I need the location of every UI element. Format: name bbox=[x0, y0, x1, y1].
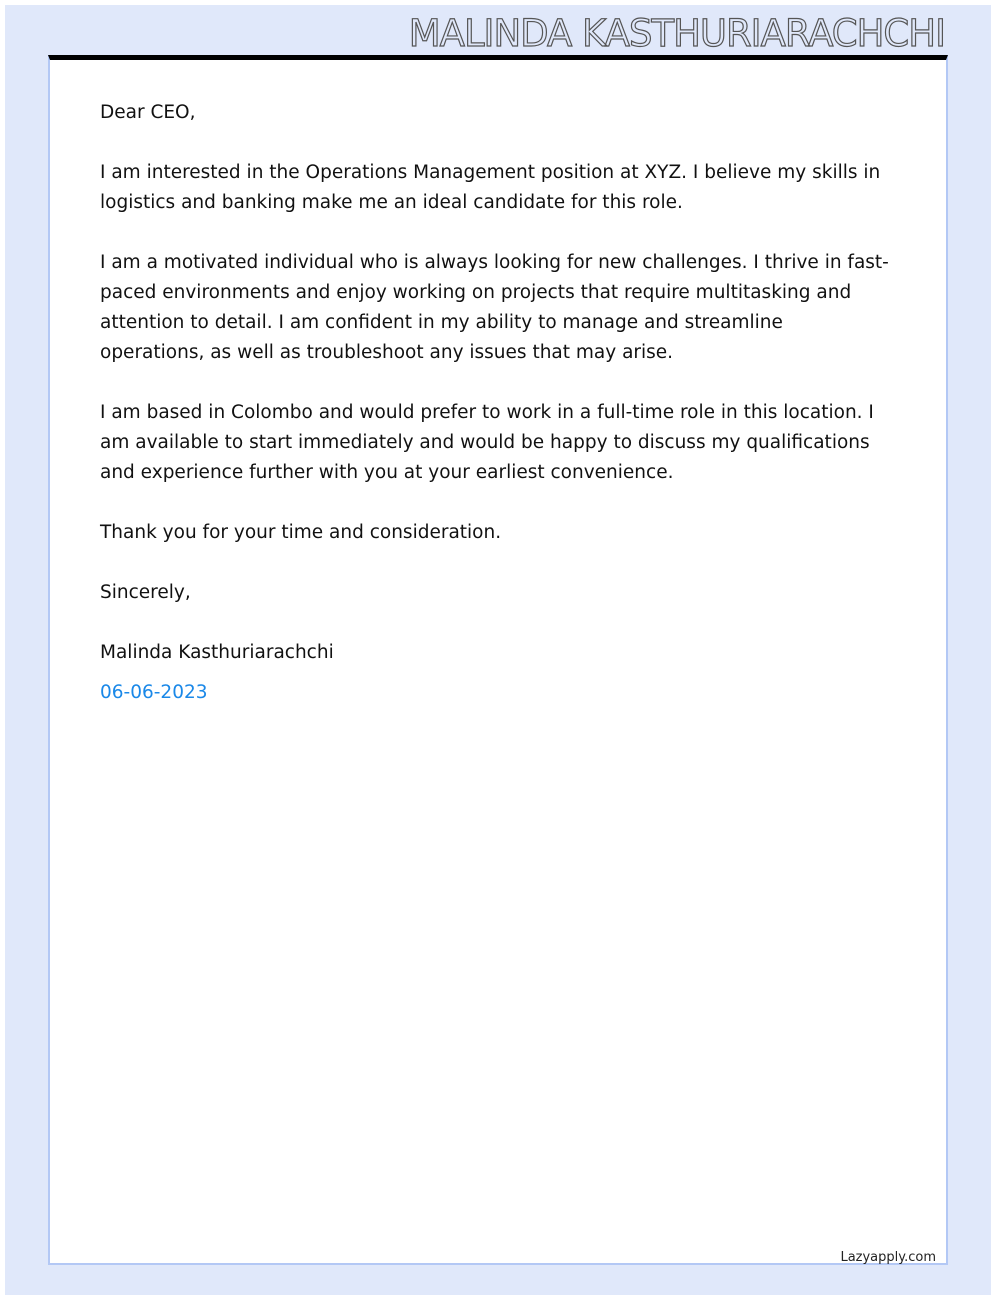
closing: Sincerely, bbox=[100, 582, 191, 603]
letter-date: 06-06-2023 bbox=[100, 682, 208, 703]
letter-body bbox=[100, 98, 890, 738]
signature: Malinda Kasthuriarachchi bbox=[100, 642, 334, 663]
applicant-name-header: MALINDA KASTHURIARACHCHI bbox=[408, 12, 945, 55]
paragraph: Thank you for your time and consideration. bbox=[100, 522, 502, 543]
paragraph: I am a motivated individual who is always looking for new challenges. I thrive in fast-paced environments and enjoy working on projects that require multitasking and attention to detail. I am confident in my ability to manage and streamline operations, as well as troubleshoot any issues that may arise. bbox=[100, 252, 889, 363]
paragraph: I am based in Colombo and would prefer to work in a full-time role in this location. I am available to start immediately and would be happy to discuss my qualifications and experience further with you at your earliest convenience. bbox=[100, 402, 874, 483]
paragraph: I am interested in the Operations Management position at XYZ. I believe my skills in logistics and banking make me an ideal candidate for this role. bbox=[100, 162, 881, 213]
letter-page bbox=[48, 55, 948, 1265]
footer-brand: Lazyapply.com bbox=[840, 1250, 936, 1265]
salutation: Dear CEO, bbox=[100, 102, 196, 123]
